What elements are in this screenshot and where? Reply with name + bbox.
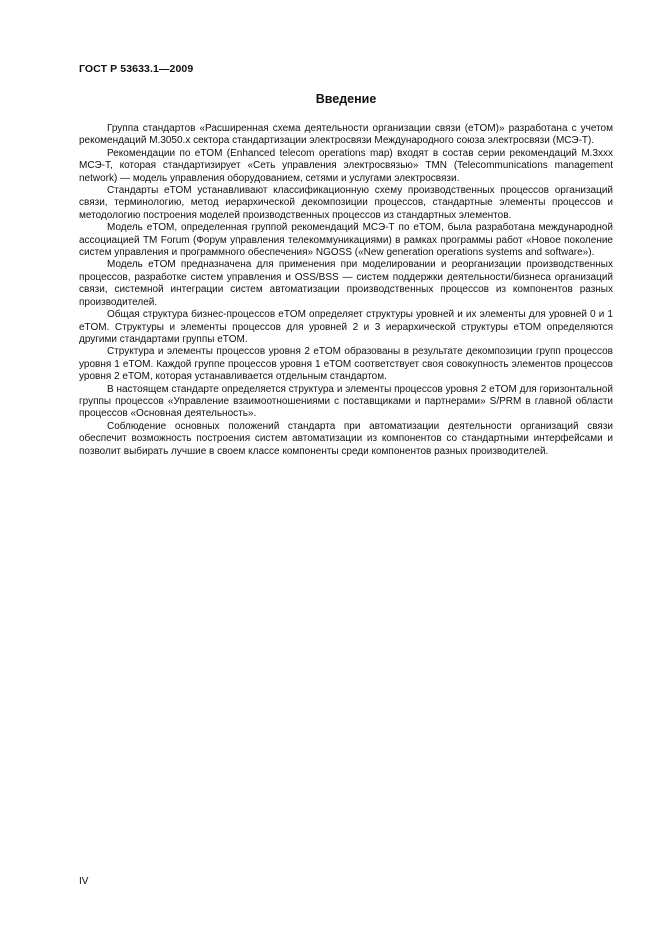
paragraph: Стандарты eTOM устанавливают классификационную схему производственных процессов организаций связи, терминологию, метод иерархической декомпозиции процессов, стандартные элементы процессов и методологию построения моделей производственных процессов из стандартных элементов. bbox=[79, 185, 613, 221]
paragraph: Группа стандартов «Расширенная схема деятельности организации связи (eTOM)» разработана с учетом рекомендаций М.3050.x сектора стандартизации электросвязи Международного союза электросвязи (МСЭ-Т). bbox=[79, 123, 613, 147]
section-title: Введение bbox=[315, 92, 377, 106]
paragraph: Структура и элементы процессов уровня 2 eTOM образованы в результате декомпозиции групп процессов уровня 1 eTOM. Каждой группе процессов уровня 1 eTOM соответствует своя совокупность элементов процессов уровня 2 eTOM, которая устанавливается отдельным стандартом. bbox=[79, 346, 613, 383]
body-text bbox=[79, 123, 613, 458]
paragraph: Модель eTOM предназначена для применения при моделировании и реорганизации производственных процессов, разработке систем управления и OSS/BSS — систем поддержки деятельности/бизнеса организаций связи, системной интеграции систем автоматизации производственных процессов из компонентов разных производителей. bbox=[79, 259, 613, 308]
paragraph: В настоящем стандарте определяется структура и элементы процессов уровня 2 eTOM для горизонтальной группы процессов «Управление взаимоотношениями с поставщиками и партнерами» S/PRM в главной области процессов «Основная деятельность». bbox=[79, 383, 613, 420]
paragraph: Общая структура бизнес-процессов eTOM определяет структуры уровней и их элементы для уровней 0 и 1 eTOM. Структуры и элементы процессов для уровней 2 и 3 иерархической структуры eTOM определяются другими стандартами группы eTOM. bbox=[79, 309, 613, 345]
paragraph: Рекомендации по eTOM (Enhanced telecom operations map) входят в состав серии рекомендаций М.3xxx МСЭ-Т, которая стандартизирует «Сеть управления электросвязью» TMN (Telecommunications management network) — модель управления оборудованием, сетями и услугами электросвязи. bbox=[79, 147, 613, 184]
paragraph: Соблюдение основных положений стандарта при автоматизации деятельности организаций связи обеспечит возможность построения систем автоматизации из компонентов со стандартными интерфейсами и позволит выбирать лучшие в своем классе компоненты среди компонентов разных производителей. bbox=[79, 420, 613, 457]
document-header: ГОСТ Р 53633.1—2009 bbox=[79, 63, 194, 75]
paragraph: Модель eTOM, определенная группой рекомендаций МСЭ-Т по eTOM, была разработана международной ассоциацией TM Forum (Форум управления телекоммуникациями) в рамках программы работ «Новое поколение систем управления и программного обеспечения» NGOSS («New generation operations systems and software»). bbox=[79, 222, 613, 259]
page-number: IV bbox=[79, 876, 89, 887]
